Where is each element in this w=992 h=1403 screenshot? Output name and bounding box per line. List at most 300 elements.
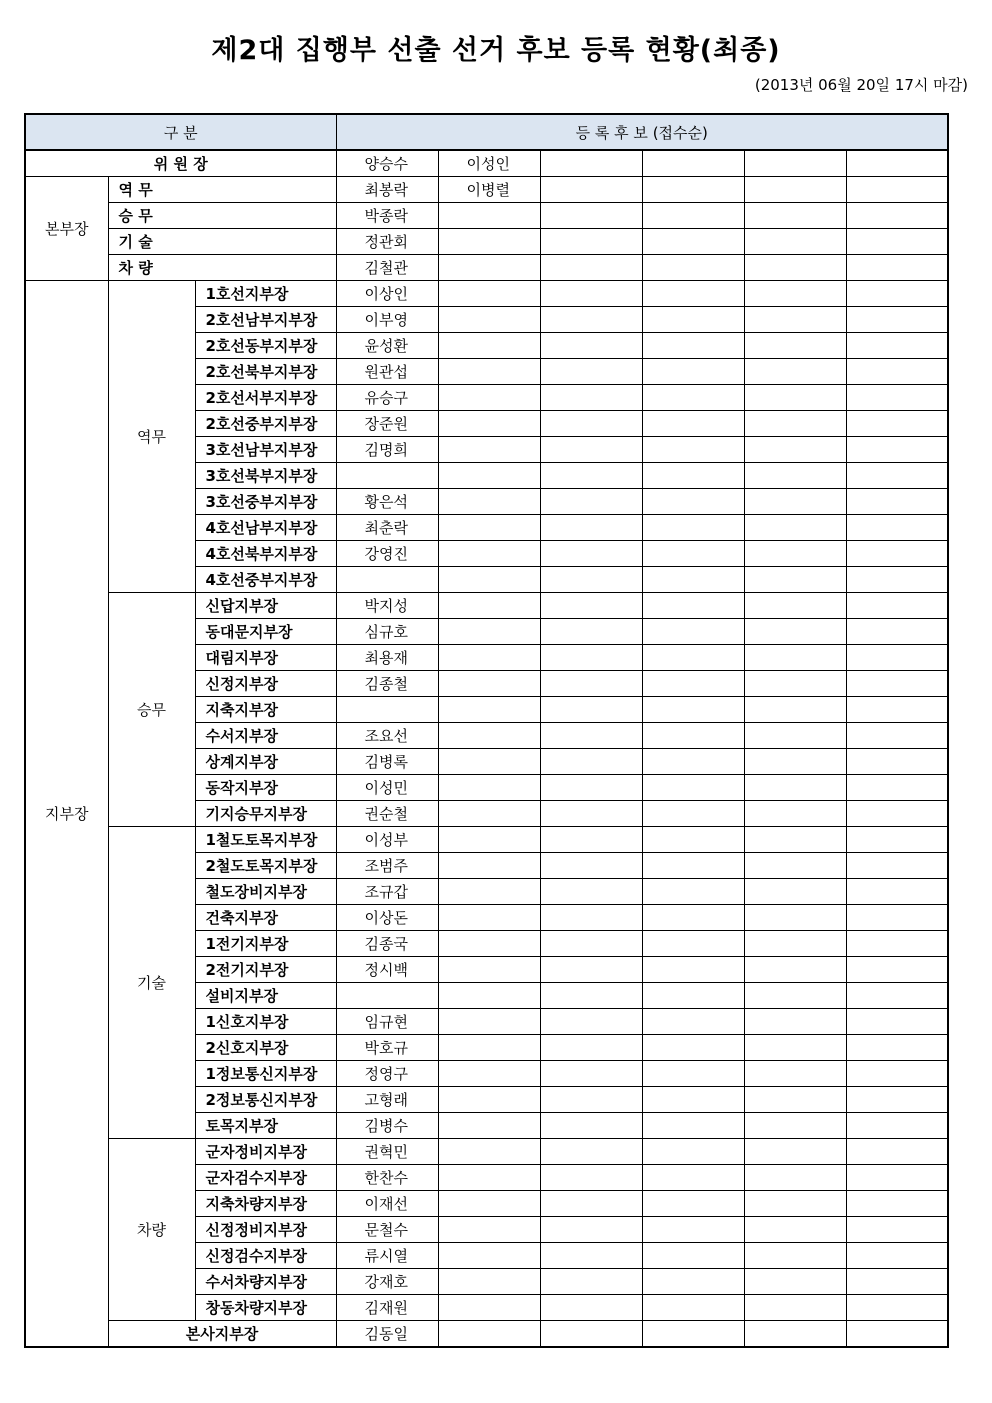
empty-candidate-cell — [540, 801, 642, 827]
candidate-table — [24, 113, 949, 1348]
empty-candidate-cell — [744, 150, 846, 177]
empty-candidate-cell — [744, 359, 846, 385]
empty-candidate-cell — [642, 255, 744, 281]
branch-row — [25, 1139, 948, 1165]
empty-candidate-cell — [642, 671, 744, 697]
empty-candidate-cell — [438, 203, 540, 229]
empty-candidate-cell — [744, 541, 846, 567]
candidate-name: 박호규 — [336, 1035, 438, 1061]
empty-candidate-cell — [846, 1113, 948, 1139]
branch-name: 신정정비지부장 — [195, 1217, 336, 1243]
branch-name: 2정보통신지부장 — [195, 1087, 336, 1113]
candidate-name: 심규호 — [336, 619, 438, 645]
empty-candidate-cell — [540, 541, 642, 567]
empty-candidate-cell — [438, 697, 540, 723]
empty-candidate-cell — [540, 827, 642, 853]
branch-name: 토목지부장 — [195, 1113, 336, 1139]
branch-group-label: 차량 — [108, 1139, 195, 1321]
empty-candidate-cell — [744, 229, 846, 255]
empty-candidate-cell — [744, 827, 846, 853]
empty-candidate-cell — [846, 697, 948, 723]
empty-candidate-cell — [846, 775, 948, 801]
empty-candidate-cell — [540, 1087, 642, 1113]
empty-candidate-cell — [846, 1139, 948, 1165]
chairman-row — [25, 150, 948, 177]
empty-candidate-cell — [846, 671, 948, 697]
empty-candidate-cell — [744, 879, 846, 905]
empty-candidate-cell — [438, 437, 540, 463]
empty-candidate-cell — [744, 775, 846, 801]
branch-name: 2호선동부지부장 — [195, 333, 336, 359]
empty-candidate-cell — [846, 567, 948, 593]
empty-candidate-cell — [846, 905, 948, 931]
candidate-name: 문철수 — [336, 1217, 438, 1243]
empty-candidate-cell — [642, 385, 744, 411]
empty-candidate-cell — [744, 957, 846, 983]
empty-candidate-cell — [540, 359, 642, 385]
empty-candidate-cell — [846, 619, 948, 645]
empty-candidate-cell — [744, 463, 846, 489]
empty-candidate-cell — [744, 1217, 846, 1243]
empty-candidate-cell — [846, 1269, 948, 1295]
empty-candidate-cell — [744, 1113, 846, 1139]
empty-candidate-cell — [744, 411, 846, 437]
empty-candidate-cell — [438, 1165, 540, 1191]
empty-candidate-cell — [642, 801, 744, 827]
empty-candidate-cell — [438, 489, 540, 515]
empty-candidate-cell — [540, 515, 642, 541]
empty-candidate-cell — [540, 957, 642, 983]
empty-candidate-cell — [846, 333, 948, 359]
empty-candidate-cell — [744, 749, 846, 775]
empty-candidate-cell — [438, 255, 540, 281]
empty-candidate-cell — [540, 1295, 642, 1321]
empty-candidate-cell — [744, 853, 846, 879]
empty-candidate-cell — [642, 1191, 744, 1217]
candidate-name: 김동일 — [336, 1321, 438, 1348]
empty-candidate-cell — [744, 1061, 846, 1087]
empty-candidate-cell — [540, 229, 642, 255]
empty-candidate-cell — [744, 1269, 846, 1295]
empty-candidate-cell — [642, 1243, 744, 1269]
branch-name: 2호선북부지부장 — [195, 359, 336, 385]
empty-candidate-cell — [744, 567, 846, 593]
branch-label: 지부장 — [25, 281, 108, 1348]
empty-candidate-cell — [642, 1295, 744, 1321]
empty-candidate-cell — [438, 1009, 540, 1035]
empty-candidate-cell — [744, 489, 846, 515]
empty-candidate-cell — [642, 567, 744, 593]
empty-candidate-cell — [642, 697, 744, 723]
empty-candidate-cell — [540, 177, 642, 203]
empty-candidate-cell — [846, 827, 948, 853]
empty-candidate-cell — [438, 229, 540, 255]
empty-candidate-cell — [846, 489, 948, 515]
empty-candidate-cell — [540, 645, 642, 671]
empty-candidate-cell — [642, 593, 744, 619]
empty-candidate-cell — [744, 723, 846, 749]
candidate-name: 김병수 — [336, 1113, 438, 1139]
empty-candidate-cell — [744, 931, 846, 957]
branch-name: 대림지부장 — [195, 645, 336, 671]
empty-candidate-cell — [438, 1269, 540, 1295]
empty-candidate-cell — [642, 1113, 744, 1139]
branch-name: 2전기지부장 — [195, 957, 336, 983]
empty-candidate-cell — [744, 1035, 846, 1061]
candidate-name: 정관회 — [336, 229, 438, 255]
hq-division-label: 승 무 — [108, 203, 336, 229]
empty-candidate-cell — [540, 333, 642, 359]
empty-candidate-cell — [642, 827, 744, 853]
candidate-name: 김병록 — [336, 749, 438, 775]
branch-name: 군자검수지부장 — [195, 1165, 336, 1191]
empty-candidate-cell — [846, 203, 948, 229]
empty-candidate-cell — [846, 853, 948, 879]
empty-candidate-cell — [642, 645, 744, 671]
empty-candidate-cell — [540, 385, 642, 411]
empty-candidate-cell — [540, 749, 642, 775]
candidate-name: 이부영 — [336, 307, 438, 333]
empty-candidate-cell — [846, 1165, 948, 1191]
empty-candidate-cell — [336, 567, 438, 593]
candidate-name: 김재원 — [336, 1295, 438, 1321]
empty-candidate-cell — [438, 879, 540, 905]
candidate-name: 강재호 — [336, 1269, 438, 1295]
empty-candidate-cell — [744, 1087, 846, 1113]
branch-name: 건축지부장 — [195, 905, 336, 931]
candidate-name: 김명희 — [336, 437, 438, 463]
empty-candidate-cell — [846, 645, 948, 671]
empty-candidate-cell — [846, 229, 948, 255]
empty-candidate-cell — [540, 1061, 642, 1087]
empty-candidate-cell — [540, 307, 642, 333]
empty-candidate-cell — [540, 489, 642, 515]
empty-candidate-cell — [846, 463, 948, 489]
empty-candidate-cell — [846, 879, 948, 905]
empty-candidate-cell — [744, 437, 846, 463]
empty-candidate-cell — [642, 1321, 744, 1348]
empty-candidate-cell — [642, 1269, 744, 1295]
empty-candidate-cell — [744, 1139, 846, 1165]
empty-candidate-cell — [642, 359, 744, 385]
empty-candidate-cell — [846, 1035, 948, 1061]
empty-candidate-cell — [438, 1061, 540, 1087]
empty-candidate-cell — [642, 150, 744, 177]
candidate-name: 박종락 — [336, 203, 438, 229]
branch-name: 지축차량지부장 — [195, 1191, 336, 1217]
empty-candidate-cell — [744, 1191, 846, 1217]
branch-name: 3호선북부지부장 — [195, 463, 336, 489]
empty-candidate-cell — [438, 1113, 540, 1139]
empty-candidate-cell — [846, 1217, 948, 1243]
empty-candidate-cell — [642, 931, 744, 957]
empty-candidate-cell — [744, 333, 846, 359]
empty-candidate-cell — [744, 801, 846, 827]
empty-candidate-cell — [744, 1321, 846, 1348]
empty-candidate-cell — [642, 983, 744, 1009]
empty-candidate-cell — [642, 515, 744, 541]
empty-candidate-cell — [540, 853, 642, 879]
candidate-name: 최춘락 — [336, 515, 438, 541]
hq-branch-row — [25, 1321, 948, 1348]
candidate-name: 최봉락 — [336, 177, 438, 203]
candidate-name: 황은석 — [336, 489, 438, 515]
empty-candidate-cell — [438, 931, 540, 957]
empty-candidate-cell — [438, 1139, 540, 1165]
empty-candidate-cell — [438, 749, 540, 775]
empty-candidate-cell — [846, 1295, 948, 1321]
candidate-name: 권순철 — [336, 801, 438, 827]
empty-candidate-cell — [438, 567, 540, 593]
empty-candidate-cell — [438, 1035, 540, 1061]
candidate-name: 김종철 — [336, 671, 438, 697]
empty-candidate-cell — [744, 203, 846, 229]
empty-candidate-cell — [540, 1269, 642, 1295]
empty-candidate-cell — [540, 463, 642, 489]
branch-name: 군자정비지부장 — [195, 1139, 336, 1165]
empty-candidate-cell — [642, 1061, 744, 1087]
empty-candidate-cell — [642, 1087, 744, 1113]
page-title: 제2대 집행부 선출 선거 후보 등록 현황(최종) — [211, 35, 781, 66]
empty-candidate-cell — [744, 905, 846, 931]
empty-candidate-cell — [438, 515, 540, 541]
empty-candidate-cell — [540, 437, 642, 463]
candidate-name: 이성인 — [438, 150, 540, 177]
branch-name: 3호선중부지부장 — [195, 489, 336, 515]
empty-candidate-cell — [642, 1139, 744, 1165]
candidate-name: 류시열 — [336, 1243, 438, 1269]
empty-candidate-cell — [438, 411, 540, 437]
candidate-name: 강영진 — [336, 541, 438, 567]
empty-candidate-cell — [846, 931, 948, 957]
empty-candidate-cell — [642, 177, 744, 203]
branch-name: 동대문지부장 — [195, 619, 336, 645]
branch-name: 2호선남부지부장 — [195, 307, 336, 333]
empty-candidate-cell — [642, 749, 744, 775]
empty-candidate-cell — [744, 255, 846, 281]
empty-candidate-cell — [438, 671, 540, 697]
candidate-name: 장준원 — [336, 411, 438, 437]
branch-name: 기지승무지부장 — [195, 801, 336, 827]
empty-candidate-cell — [438, 1243, 540, 1269]
empty-candidate-cell — [642, 541, 744, 567]
empty-candidate-cell — [540, 1243, 642, 1269]
empty-candidate-cell — [438, 385, 540, 411]
empty-candidate-cell — [642, 905, 744, 931]
empty-candidate-cell — [846, 801, 948, 827]
candidate-name: 정시백 — [336, 957, 438, 983]
candidate-name: 권혁민 — [336, 1139, 438, 1165]
empty-candidate-cell — [642, 307, 744, 333]
empty-candidate-cell — [540, 1113, 642, 1139]
branch-name: 지축지부장 — [195, 697, 336, 723]
empty-candidate-cell — [744, 307, 846, 333]
empty-candidate-cell — [438, 333, 540, 359]
empty-candidate-cell — [438, 359, 540, 385]
empty-candidate-cell — [540, 411, 642, 437]
empty-candidate-cell — [744, 1165, 846, 1191]
deadline-note: (2013년 06월 20일 17시 마감) — [754, 76, 968, 94]
candidate-name: 고형래 — [336, 1087, 438, 1113]
branch-name: 2철도토목지부장 — [195, 853, 336, 879]
empty-candidate-cell — [540, 150, 642, 177]
empty-candidate-cell — [744, 515, 846, 541]
empty-candidate-cell — [744, 1009, 846, 1035]
empty-candidate-cell — [438, 541, 540, 567]
empty-candidate-cell — [846, 723, 948, 749]
empty-candidate-cell — [642, 333, 744, 359]
empty-candidate-cell — [846, 150, 948, 177]
branch-name: 1신호지부장 — [195, 1009, 336, 1035]
candidate-name: 양승수 — [336, 150, 438, 177]
empty-candidate-cell — [540, 593, 642, 619]
hq-division-label: 역 무 — [108, 177, 336, 203]
branch-name: 4호선중부지부장 — [195, 567, 336, 593]
empty-candidate-cell — [540, 879, 642, 905]
empty-candidate-cell — [438, 827, 540, 853]
empty-candidate-cell — [744, 1295, 846, 1321]
candidate-name: 임규현 — [336, 1009, 438, 1035]
branch-group-label: 기술 — [108, 827, 195, 1139]
empty-candidate-cell — [438, 957, 540, 983]
empty-candidate-cell — [642, 879, 744, 905]
empty-candidate-cell — [438, 307, 540, 333]
branch-name: 2신호지부장 — [195, 1035, 336, 1061]
empty-candidate-cell — [540, 1009, 642, 1035]
empty-candidate-cell — [642, 411, 744, 437]
empty-candidate-cell — [642, 1035, 744, 1061]
candidate-name: 조요선 — [336, 723, 438, 749]
empty-candidate-cell — [846, 541, 948, 567]
empty-candidate-cell — [642, 853, 744, 879]
candidate-name: 이재선 — [336, 1191, 438, 1217]
empty-candidate-cell — [846, 177, 948, 203]
empty-candidate-cell — [642, 1217, 744, 1243]
empty-candidate-cell — [540, 619, 642, 645]
candidate-name: 최용재 — [336, 645, 438, 671]
empty-candidate-cell — [642, 229, 744, 255]
empty-candidate-cell — [540, 1321, 642, 1348]
empty-candidate-cell — [744, 619, 846, 645]
branch-row — [25, 593, 948, 619]
empty-candidate-cell — [744, 671, 846, 697]
empty-candidate-cell — [642, 203, 744, 229]
empty-candidate-cell — [846, 957, 948, 983]
empty-candidate-cell — [438, 1321, 540, 1348]
branch-name: 수서차량지부장 — [195, 1269, 336, 1295]
empty-candidate-cell — [642, 489, 744, 515]
branch-name: 1철도토목지부장 — [195, 827, 336, 853]
empty-candidate-cell — [540, 905, 642, 931]
branch-name: 신정검수지부장 — [195, 1243, 336, 1269]
empty-candidate-cell — [438, 723, 540, 749]
empty-candidate-cell — [540, 255, 642, 281]
empty-candidate-cell — [438, 463, 540, 489]
empty-candidate-cell — [438, 1295, 540, 1321]
candidate-name: 김철관 — [336, 255, 438, 281]
empty-candidate-cell — [540, 281, 642, 307]
candidate-name: 이성부 — [336, 827, 438, 853]
hq-branch-label: 본사지부장 — [108, 1321, 336, 1348]
empty-candidate-cell — [846, 1321, 948, 1348]
empty-candidate-cell — [438, 281, 540, 307]
branch-name: 신정지부장 — [195, 671, 336, 697]
candidate-name: 이상인 — [336, 281, 438, 307]
branch-name: 1전기지부장 — [195, 931, 336, 957]
empty-candidate-cell — [642, 723, 744, 749]
empty-candidate-cell — [336, 983, 438, 1009]
empty-candidate-cell — [642, 1165, 744, 1191]
empty-candidate-cell — [744, 385, 846, 411]
empty-candidate-cell — [642, 281, 744, 307]
empty-candidate-cell — [744, 697, 846, 723]
branch-name: 3호선남부지부장 — [195, 437, 336, 463]
empty-candidate-cell — [642, 957, 744, 983]
empty-candidate-cell — [438, 853, 540, 879]
branch-row — [25, 281, 948, 307]
empty-candidate-cell — [540, 1035, 642, 1061]
hq-division-label: 차 량 — [108, 255, 336, 281]
empty-candidate-cell — [846, 307, 948, 333]
empty-candidate-cell — [846, 983, 948, 1009]
candidate-name: 김종국 — [336, 931, 438, 957]
empty-candidate-cell — [642, 619, 744, 645]
empty-candidate-cell — [846, 1061, 948, 1087]
candidate-name: 조규갑 — [336, 879, 438, 905]
branch-name: 수서지부장 — [195, 723, 336, 749]
empty-candidate-cell — [744, 983, 846, 1009]
empty-candidate-cell — [540, 983, 642, 1009]
branch-group-label: 승무 — [108, 593, 195, 827]
branch-row — [25, 827, 948, 853]
empty-candidate-cell — [438, 645, 540, 671]
empty-candidate-cell — [744, 1243, 846, 1269]
empty-candidate-cell — [438, 775, 540, 801]
candidate-name: 윤성환 — [336, 333, 438, 359]
empty-candidate-cell — [540, 723, 642, 749]
header-category: 구 분 — [25, 114, 336, 150]
branch-name: 1호선지부장 — [195, 281, 336, 307]
hq-row — [25, 229, 948, 255]
header-candidates: 등 록 후 보 (접수순) — [336, 114, 948, 150]
empty-candidate-cell — [438, 801, 540, 827]
empty-candidate-cell — [540, 203, 642, 229]
candidate-name: 이성민 — [336, 775, 438, 801]
empty-candidate-cell — [438, 1217, 540, 1243]
empty-candidate-cell — [540, 697, 642, 723]
table-header-row — [25, 114, 948, 150]
empty-candidate-cell — [336, 697, 438, 723]
empty-candidate-cell — [438, 619, 540, 645]
empty-candidate-cell — [540, 931, 642, 957]
empty-candidate-cell — [438, 905, 540, 931]
branch-name: 철도장비지부장 — [195, 879, 336, 905]
candidate-name: 박지성 — [336, 593, 438, 619]
branch-name: 1정보통신지부장 — [195, 1061, 336, 1087]
empty-candidate-cell — [744, 177, 846, 203]
branch-name: 2호선서부지부장 — [195, 385, 336, 411]
empty-candidate-cell — [540, 1139, 642, 1165]
hq-row — [25, 203, 948, 229]
empty-candidate-cell — [540, 1165, 642, 1191]
candidate-name: 조범주 — [336, 853, 438, 879]
candidate-name: 한찬수 — [336, 1165, 438, 1191]
candidate-name: 이상돈 — [336, 905, 438, 931]
hq-row — [25, 255, 948, 281]
empty-candidate-cell — [846, 385, 948, 411]
hq-division-label: 기 술 — [108, 229, 336, 255]
empty-candidate-cell — [438, 593, 540, 619]
